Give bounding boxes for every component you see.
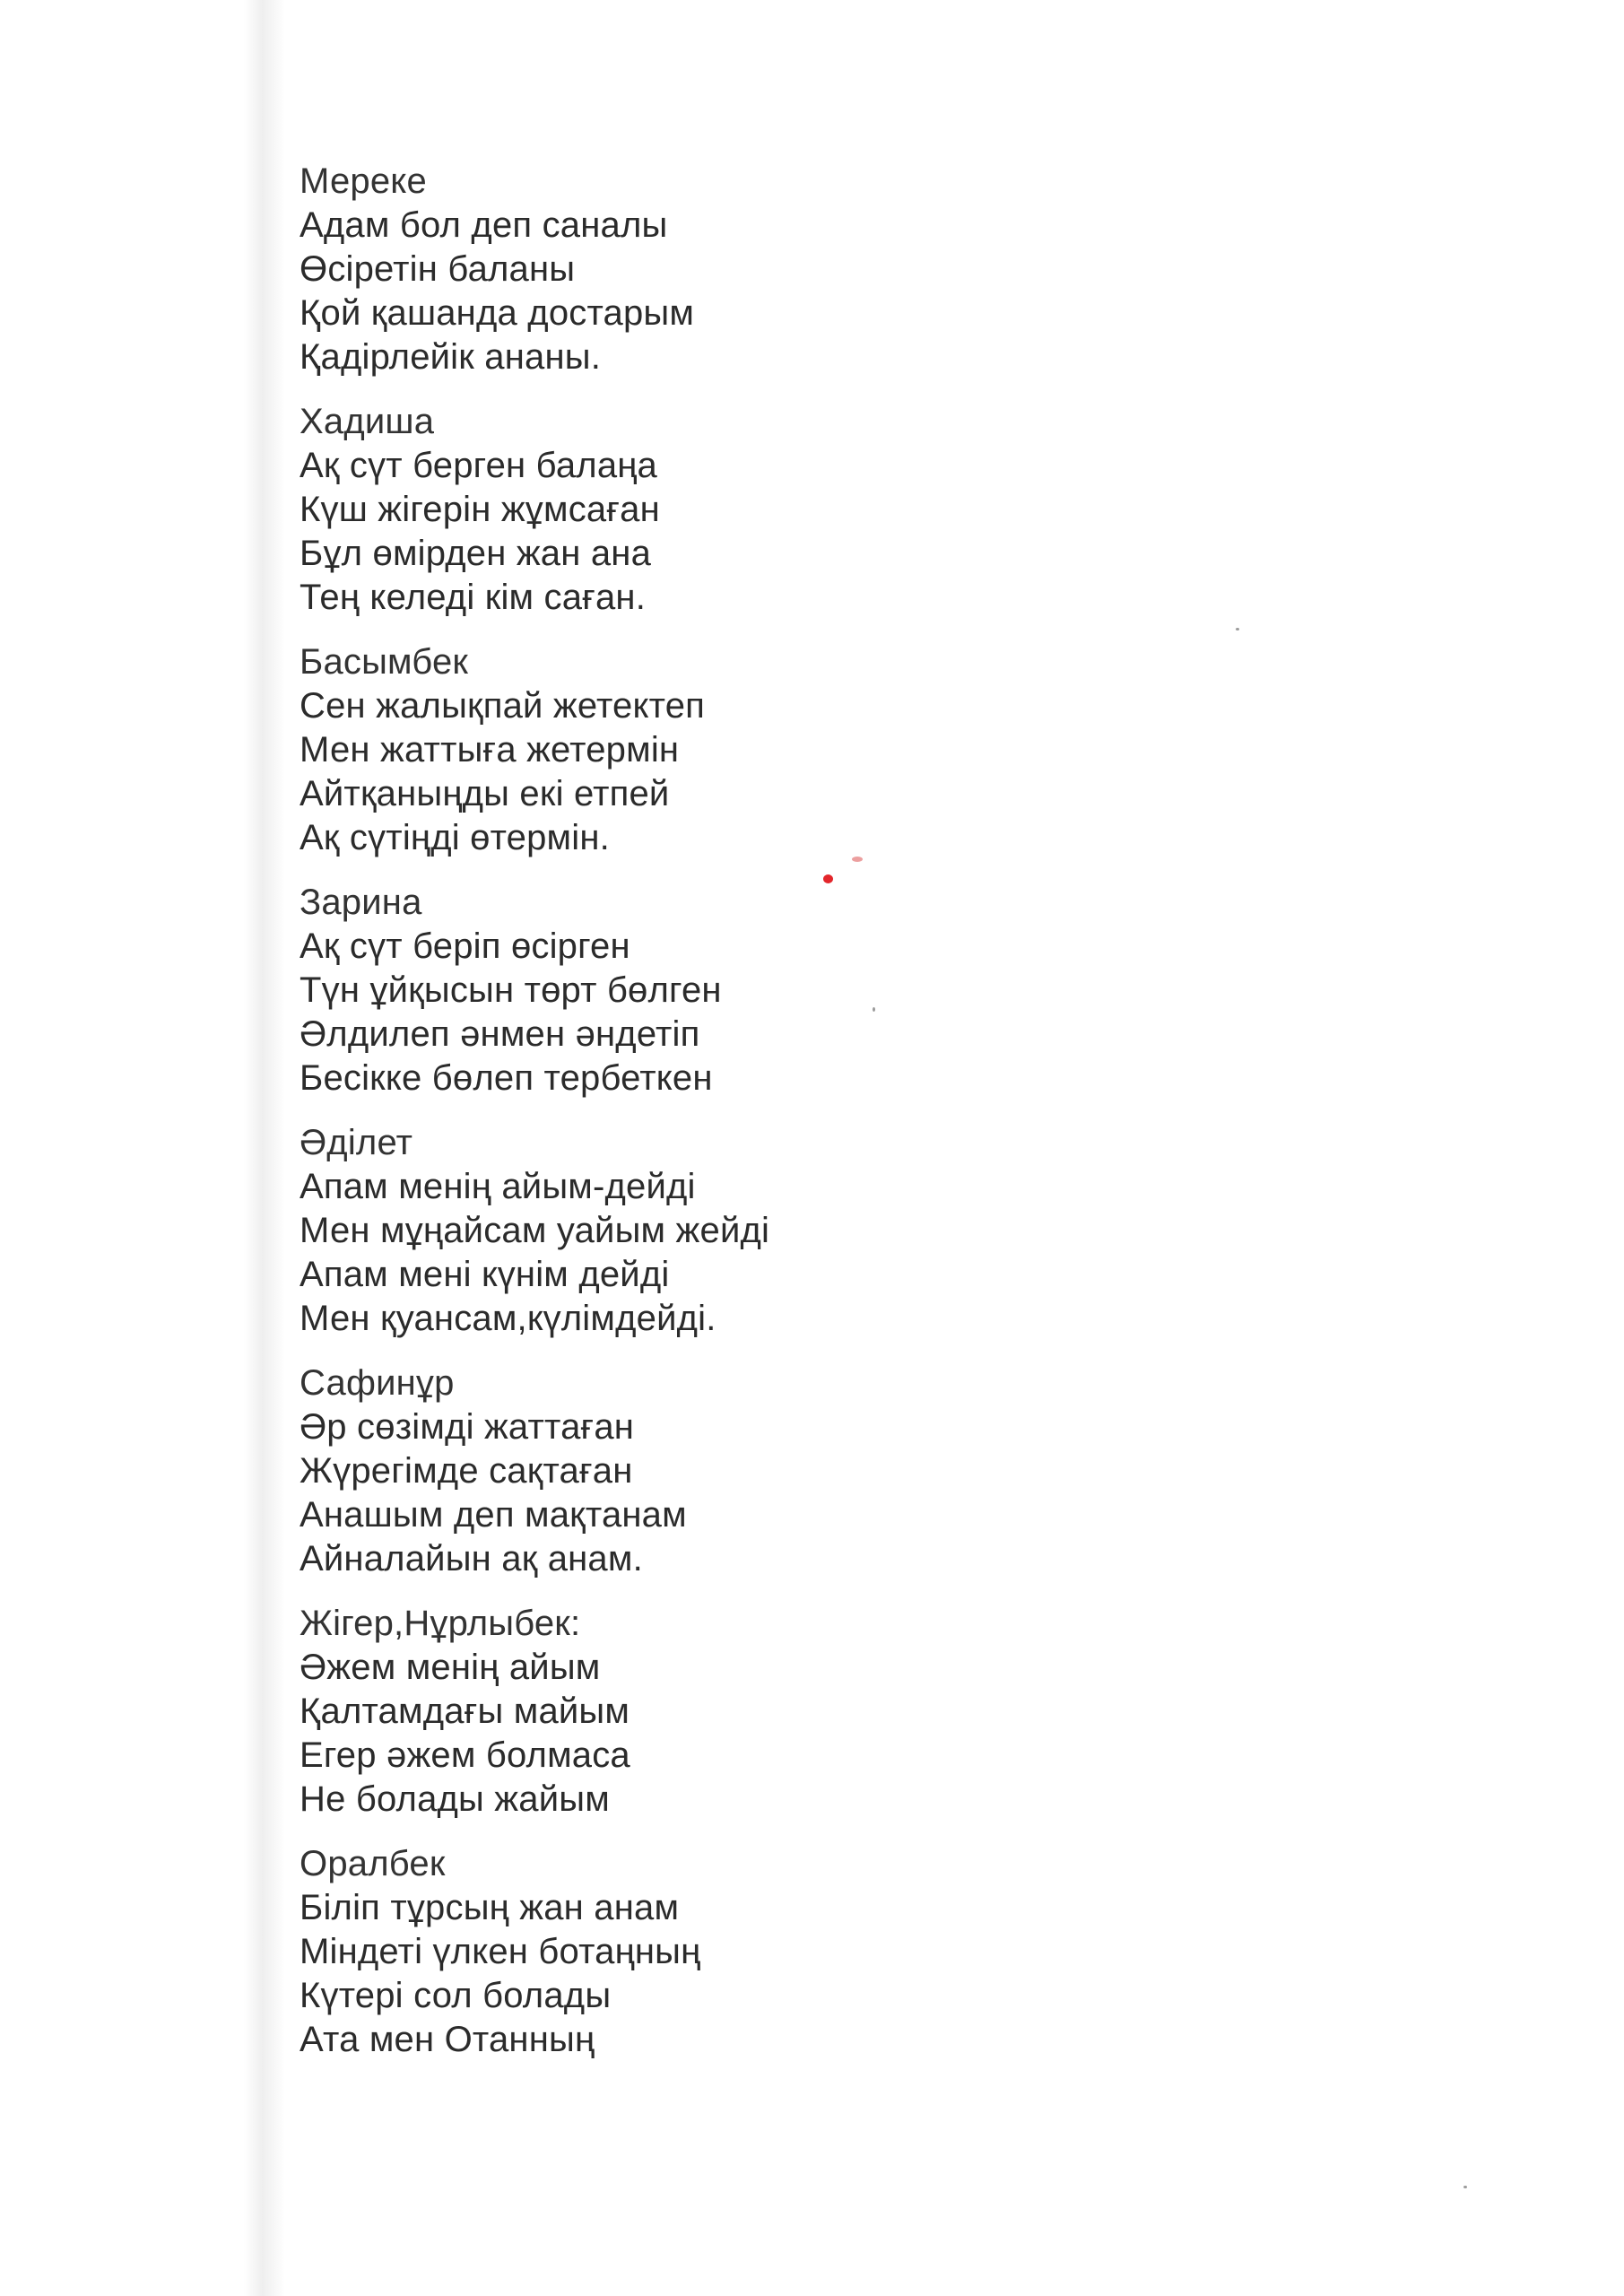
poem-line: Жүрегімде сақтаған: [300, 1451, 633, 1491]
poem-line: Ата мен Отанның: [300, 2020, 595, 2059]
scan-edge-shadow: [244, 0, 285, 2296]
scan-speck: [1463, 2186, 1467, 2188]
stanza: [300, 1602, 1196, 1822]
poem-line: Әжем менің айым: [300, 1648, 601, 1687]
poem-line: Қадірлейік ананы.: [300, 337, 602, 377]
poem-line: Қой қашанда достарым: [300, 293, 695, 333]
poem-line: Апам менің айым-дейді: [300, 1167, 696, 1206]
stanza: [300, 640, 1196, 860]
poem-line: Күш жігерін жұмсаған: [300, 490, 660, 529]
poem-line: Тең келеді кім саған.: [300, 578, 647, 617]
poem-line: Қалтамдағы майым: [300, 1692, 630, 1731]
stanza: [300, 1121, 1196, 1341]
poem-line: Ақ сүтіңді өтермін.: [300, 818, 610, 857]
poem-line: Әр сөзімді жаттаған: [300, 1407, 635, 1447]
scan-speck: [1236, 628, 1239, 631]
poem-line: Апам мені күнім дейді: [300, 1255, 670, 1294]
poem-line: Біліп тұрсың жан анам: [300, 1888, 680, 1927]
speaker-name: Мереке: [300, 161, 427, 201]
poem-line: Егер әжем болмаса: [300, 1735, 630, 1775]
poem-line: Мен мұңайсам уайым жейді: [300, 1211, 770, 1250]
stanza: [300, 400, 1196, 620]
speaker-name: Зарина: [300, 883, 422, 922]
poem-line: Айналайын ақ анам.: [300, 1539, 643, 1578]
poem-line: Не болады жайым: [300, 1779, 610, 1819]
red-ink-dot: [823, 874, 833, 883]
poem-line: Түн ұйқысын төрт бөлген: [300, 970, 722, 1010]
poem-line: Ақ сүт беріп өсірген: [300, 926, 630, 966]
stanza: [300, 881, 1196, 1100]
poem-line: Мен жаттыға жетермін: [300, 730, 680, 770]
speaker-name: Басымбек: [300, 642, 469, 682]
scan-speck: [873, 1007, 875, 1012]
stanza: [300, 1361, 1196, 1581]
poem-line: Өсіретін баланы: [300, 249, 576, 289]
stanza: [300, 160, 1196, 379]
stanza: [300, 1842, 1196, 2062]
poem-line: Айтқаныңды екі етпей: [300, 774, 670, 813]
ink-speck: [852, 857, 863, 862]
speaker-name: Сафинұр: [300, 1363, 455, 1403]
speaker-name: Оралбек: [300, 1844, 446, 1883]
poem-line: Бесікке бөлеп тербеткен: [300, 1058, 713, 1098]
poem-line: Адам бол деп саналы: [300, 205, 668, 245]
speaker-name: Жігер,Нұрлыбек:: [300, 1604, 581, 1643]
poem-line: Бұл өмірден жан ана: [300, 534, 652, 573]
speaker-name: Әділет: [300, 1123, 413, 1162]
poem-line: Анашым деп мақтанам: [300, 1495, 687, 1535]
poem-line: Міндеті үлкен ботаңның: [300, 1932, 701, 1971]
poem-document: [300, 160, 1196, 2083]
poem-line: Сен жалықпай жетектеп: [300, 686, 706, 726]
poem-line: Ақ сүт берген балаңа: [300, 446, 657, 485]
poem-line: Әлдилеп әнмен әндетіп: [300, 1014, 700, 1054]
poem-line: Мен қуансам,күлімдейді.: [300, 1299, 716, 1338]
poem-line: Күтері сол болады: [300, 1976, 612, 2015]
speaker-name: Хадиша: [300, 402, 435, 441]
